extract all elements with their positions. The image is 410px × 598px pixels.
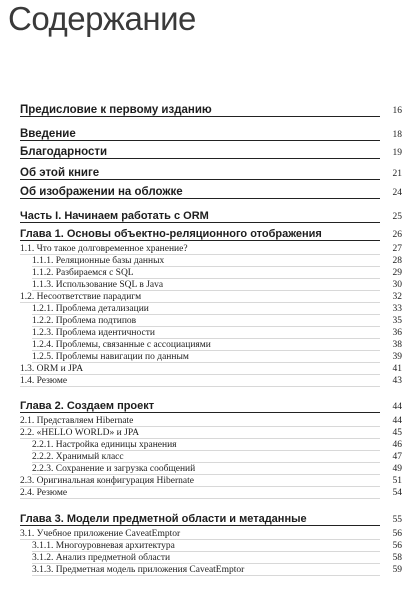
entry-page: 45: [392, 428, 402, 438]
entry-page: 49: [392, 464, 402, 474]
entry-page: 41: [392, 364, 402, 374]
entry-page: 19: [392, 148, 402, 158]
entry-title: Введение: [20, 128, 76, 140]
toc-entry[interactable]: [20, 363, 402, 375]
entry-page: 38: [392, 340, 402, 350]
entry-title: 2.2.3. Сохранение и загрузка сообщений: [32, 464, 196, 474]
entry-title: 1.2.1. Проблема детализации: [32, 304, 149, 314]
toc-entry[interactable]: [20, 487, 402, 499]
entry-title: 3.1.3. Предметная модель приложения CaveatEmptor: [32, 565, 245, 575]
toc-entry[interactable]: [32, 439, 402, 451]
entry-title: 1.2.5. Проблемы навигации по данным: [32, 352, 189, 362]
entry-title: 2.2. «HELLO WORLD» и JPA: [20, 428, 140, 438]
entry-title: 3.1.2. Анализ предметной области: [32, 553, 171, 563]
toc-entry[interactable]: [32, 552, 402, 564]
entry-title: Благодарности: [20, 146, 108, 158]
toc-entry-cover[interactable]: [20, 183, 402, 199]
entry-page: 35: [392, 316, 402, 326]
entry-title: 2.2.1. Настройка единицы хранения: [32, 440, 177, 450]
toc-entry[interactable]: [20, 528, 402, 540]
entry-title: Предисловие к первому изданию: [20, 104, 212, 116]
entry-page: 18: [392, 130, 402, 140]
entry-title: 2.3. Оригинальная конфигурация Hibernate: [20, 476, 194, 486]
entry-page: 55: [392, 515, 402, 525]
entry-page: 36: [392, 328, 402, 338]
entry-page: 46: [392, 440, 402, 450]
toc-entry[interactable]: [32, 279, 402, 291]
toc-entry[interactable]: [32, 339, 402, 351]
toc-entry-chapter-1[interactable]: [20, 225, 402, 241]
entry-title: 1.2.4. Проблемы, связанные с ассоциациями: [32, 340, 211, 350]
toc-entry[interactable]: [32, 463, 402, 475]
entry-title: Об изображении на обложке: [20, 186, 183, 198]
entry-title: Глава 3. Модели предметной области и метаданные: [20, 513, 307, 525]
toc-entry-acknowledgements[interactable]: [20, 143, 402, 159]
toc-entry[interactable]: [20, 291, 402, 303]
toc-entry-introduction[interactable]: [20, 125, 402, 141]
entry-title: 1.1.1. Реляционные базы данных: [32, 256, 165, 266]
entry-title: 1.2. Несоответствие парадигм: [20, 292, 142, 302]
toc-entry[interactable]: [32, 564, 402, 576]
page-title: Содержание: [8, 0, 196, 37]
toc-entry[interactable]: [20, 475, 402, 487]
entry-title: 2.2.2. Хранимый класс: [32, 452, 124, 462]
toc-entry-part-1[interactable]: [20, 207, 402, 223]
entry-page: 24: [392, 188, 402, 198]
toc-entry-chapter-3[interactable]: [20, 510, 402, 526]
entry-page: 25: [392, 212, 402, 222]
entry-page: 21: [392, 169, 402, 179]
entry-page: 43: [392, 376, 402, 386]
entry-page: 58: [392, 553, 402, 563]
toc-entry[interactable]: [32, 351, 402, 363]
entry-title: 1.1. Что такое долговременное хранение?: [20, 244, 188, 254]
toc-entry[interactable]: [20, 427, 402, 439]
entry-page: 26: [392, 230, 402, 240]
entry-page: 44: [392, 416, 402, 426]
toc-entry[interactable]: [20, 415, 402, 427]
entry-page: 32: [392, 292, 402, 302]
entry-title: Глава 1. Основы объектно-реляционного отображения: [20, 228, 322, 240]
entry-page: 33: [392, 304, 402, 314]
entry-page: 28: [392, 256, 402, 266]
entry-title: 1.1.3. Использование SQL в Java: [32, 280, 164, 290]
toc-entry[interactable]: [32, 255, 402, 267]
toc-entry-about-book[interactable]: [20, 164, 402, 180]
entry-page: 54: [392, 488, 402, 498]
entry-page: 47: [392, 452, 402, 462]
entry-page: 27: [392, 244, 402, 254]
entry-page: 30: [392, 280, 402, 290]
entry-title: 1.2.2. Проблема подтипов: [32, 316, 137, 326]
entry-title: Об этой книге: [20, 167, 100, 179]
toc-entry[interactable]: [32, 267, 402, 279]
entry-title: 1.1.2. Разбираемся с SQL: [32, 268, 134, 278]
entry-page: 59: [392, 565, 402, 575]
entry-page: 56: [392, 529, 402, 539]
toc-entry[interactable]: [20, 375, 402, 387]
toc-entry[interactable]: [20, 243, 402, 255]
entry-page: 16: [392, 106, 402, 116]
entry-title: 2.1. Представляем Hibernate: [20, 416, 134, 426]
entry-page: 39: [392, 352, 402, 362]
entry-title: 1.4. Резюме: [20, 376, 68, 386]
entry-page: 51: [392, 476, 402, 486]
entry-title: 3.1.1. Многоуровневая архитектура: [32, 541, 175, 551]
entry-page: 29: [392, 268, 402, 278]
entry-title: 2.4. Резюме: [20, 488, 68, 498]
toc-entry-chapter-2[interactable]: [20, 397, 402, 413]
entry-page: 44: [392, 402, 402, 412]
toc-entry[interactable]: [32, 540, 402, 552]
toc-entry[interactable]: [32, 315, 402, 327]
toc-entry[interactable]: [32, 327, 402, 339]
entry-title: Часть I. Начинаем работать с ORM: [20, 210, 209, 222]
toc-entry[interactable]: [32, 303, 402, 315]
entry-title: Глава 2. Создаем проект: [20, 400, 155, 412]
entry-title: 1.2.3. Проблема идентичности: [32, 328, 155, 338]
entry-page: 56: [392, 541, 402, 551]
toc-entry[interactable]: [32, 451, 402, 463]
toc-entry-preface[interactable]: [20, 101, 402, 117]
entry-title: 3.1. Учебное приложение CaveatEmptor: [20, 529, 181, 539]
entry-title: 1.3. ORM и JPA: [20, 364, 84, 374]
